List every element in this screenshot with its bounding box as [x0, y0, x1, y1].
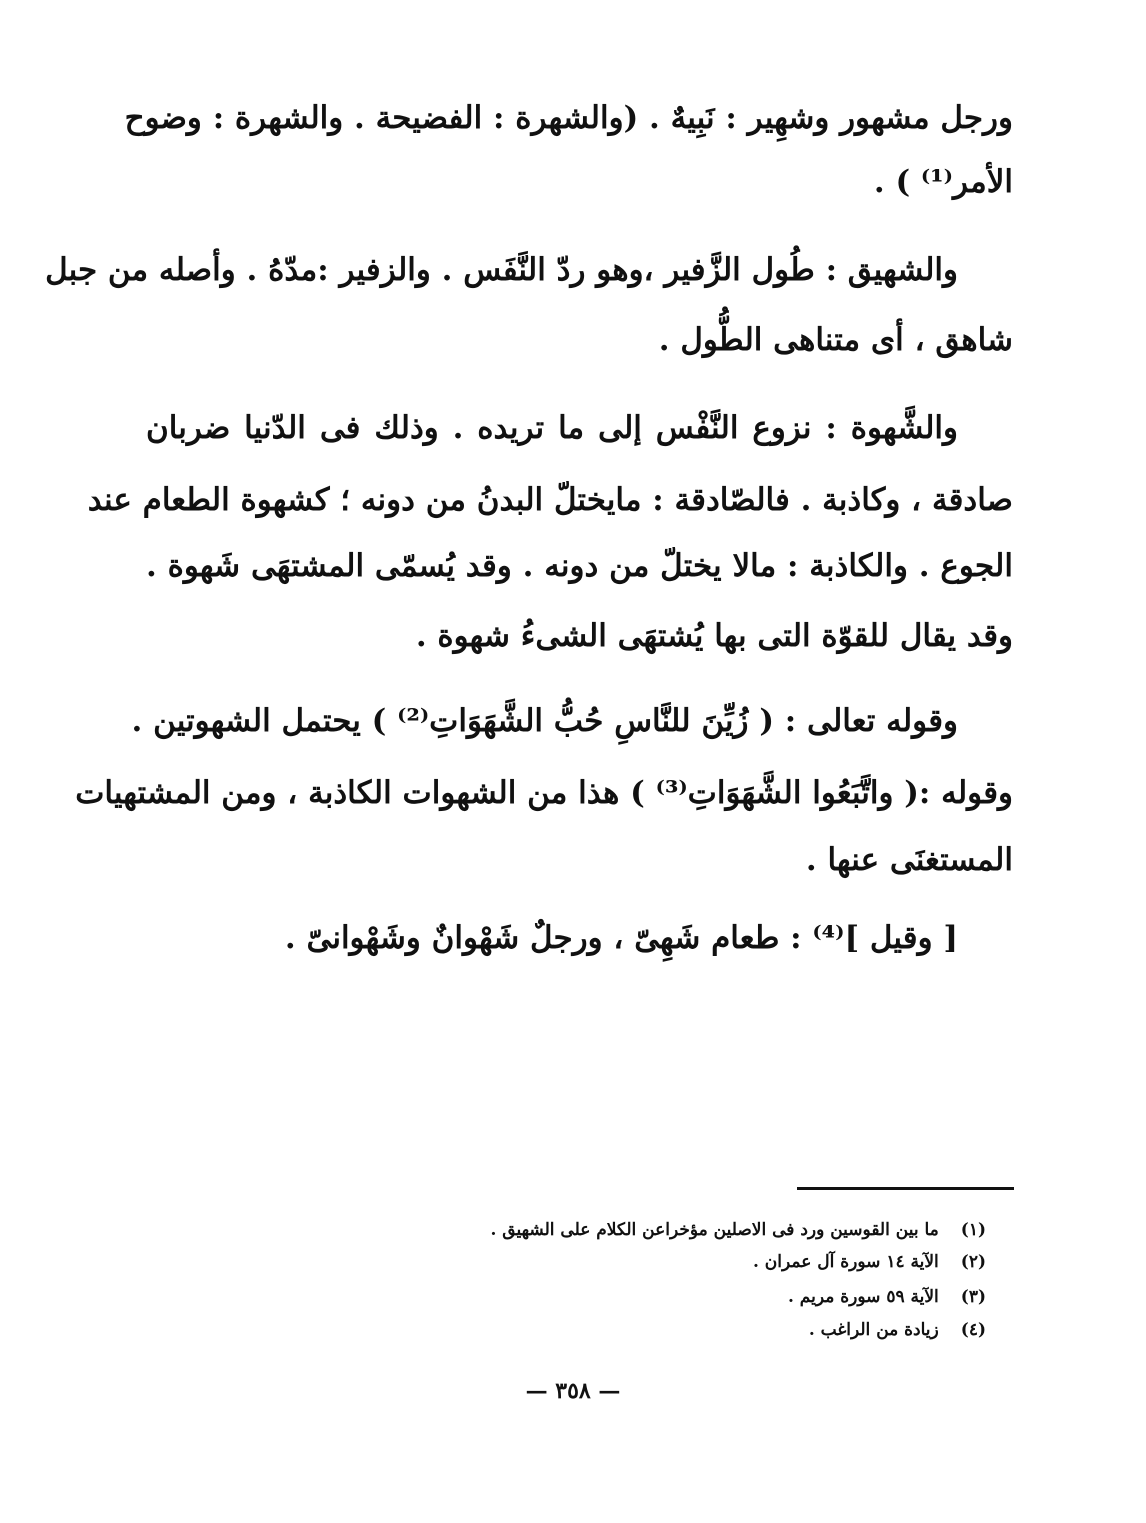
- footnote-text: الآية ١٤ سورة آل عمران .: [752, 1252, 939, 1272]
- text-line: [ وقيل ]⁽⁴⁾ : طعام شَهِىّ ، ورجلٌ شَهْوانٌ وشَهْوانىّ .: [284, 920, 958, 956]
- text-line: شاهق ، أى متناهى الطُّول .: [658, 322, 1013, 358]
- footnote: [753, 1252, 986, 1272]
- footnote: [490, 1220, 986, 1240]
- footnote-text: ما بين القوسين ورد فى الاصلين مؤخراعن الكلام على الشهيق .: [490, 1220, 939, 1240]
- footnote-number: (١): [960, 1220, 986, 1240]
- footnote-number: (٣): [960, 1287, 986, 1307]
- text-line: المستغنَى عنها .: [805, 842, 1013, 878]
- footnote: [809, 1320, 986, 1340]
- page-number: — ٣٥٨ —: [525, 1378, 621, 1404]
- text-line: ورجل مشهور وشهِير : نَبِيهٌ . (والشهرة : الفضيحة . والشهرة : وضوح: [124, 100, 1013, 136]
- footnote-text: زيادة من الراغب .: [808, 1320, 939, 1340]
- footnote-number: (٤): [960, 1320, 986, 1340]
- text-line: صادقة ، وكاذبة . فالصّادقة : مايختلّ البدنُ من دونه ؛ كشهوة الطعام عند: [87, 482, 1013, 518]
- text-line: الأمر⁽¹⁾ ) .: [873, 164, 1013, 200]
- footnote-separator: [797, 1187, 1014, 1190]
- footnote-number: (٢): [960, 1252, 986, 1272]
- text-line: وقد يقال للقوّة التى بها يُشتهَى الشىءُ شهوة .: [415, 618, 1013, 654]
- text-line: والشَّهوة : نزوع النَّفْس إلى ما تريده . وذلك فى الدّنيا ضربان: [146, 410, 958, 446]
- text-line: الجوع . والكاذبة : مالا يختلّ من دونه . وقد يُسمّى المشتهَى شَهوة .: [146, 548, 1013, 584]
- text-line: والشهيق : طُول الزَّفير ،وهو ردّ النَّفَس . والزفير :مدّهُ . وأصله من جبل: [45, 252, 958, 288]
- footnote: [788, 1287, 986, 1307]
- text-line: وقوله :( واتَّبَعُوا الشَّهَوَاتِ⁽³⁾ ) هذا من الشهوات الكاذبة ، ومن المشتهيات: [75, 775, 1013, 811]
- text-line: وقوله تعالى : ( زُيِّنَ للنَّاسِ حُبُّ الشَّهَوَاتِ⁽²⁾ ) يحتمل الشهوتين .: [131, 703, 958, 739]
- footnote-text: الآية ٥٩ سورة مريم .: [787, 1287, 939, 1307]
